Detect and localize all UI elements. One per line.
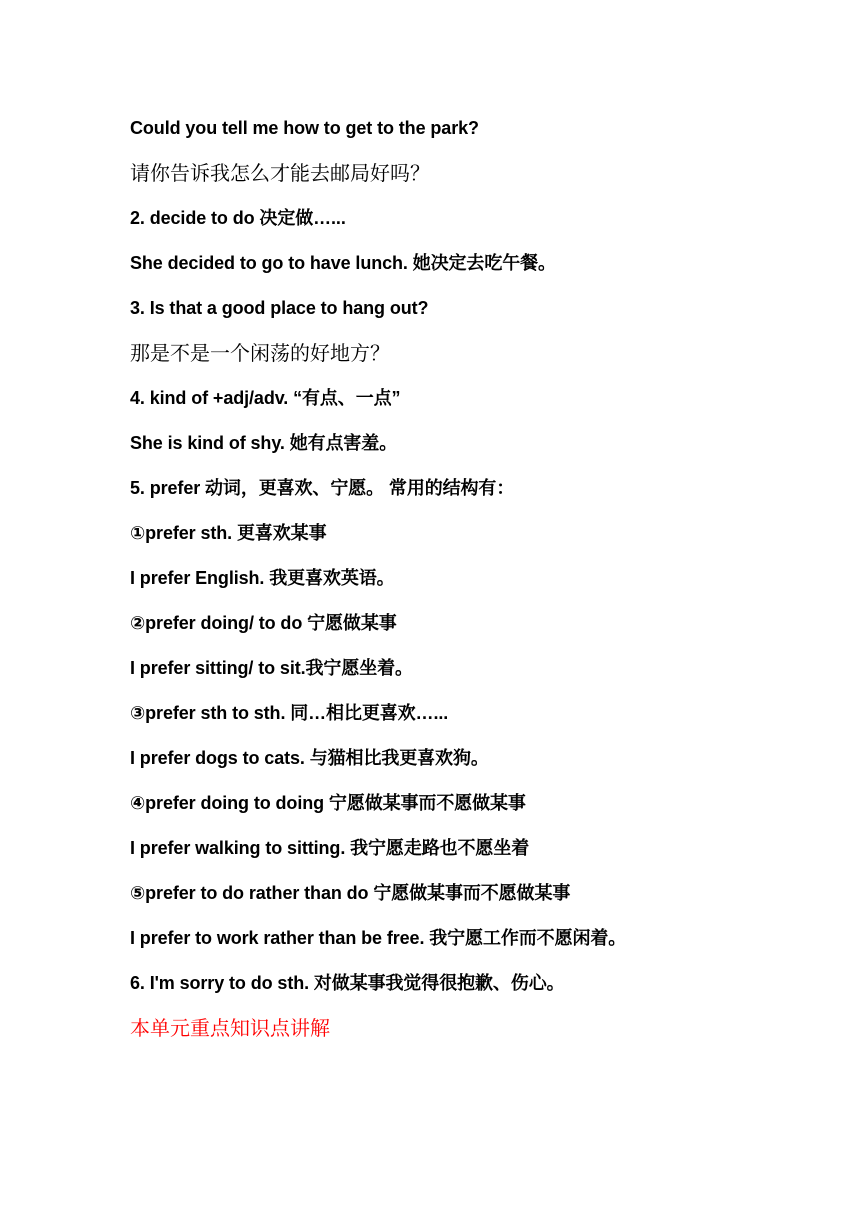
prefer-structure-4: ④prefer doing to doing 宁愿做某事而不愿做某事: [130, 793, 526, 813]
point-4-kind-of: 4. kind of +adj/adv. “有点、一点”: [130, 388, 401, 408]
example-prefer-sitting: I prefer sitting/ to sit.我宁愿坐着。: [130, 658, 413, 678]
example-kind-of-shy: She is kind of shy. 她有点害羞。: [130, 433, 398, 453]
point-6-sorry-to-do: 6. I'm sorry to do sth. 对做某事我觉得很抱歉、伤心。: [130, 973, 565, 993]
translation-hang-out: 那是不是一个闲荡的好地方？: [130, 341, 390, 365]
section-heading-red: 本单元重点知识点讲解: [130, 1016, 330, 1040]
prefer-structure-3: ③prefer sth to sth. 同…相比更喜欢…...: [130, 703, 449, 723]
point-3-hang-out: 3. Is that a good place to hang out?: [130, 298, 429, 318]
document-body: [130, 113, 830, 1058]
example-prefer-work: I prefer to work rather than be free. 我宁愿工作而不愿闲着。: [130, 928, 627, 948]
point-2-decide-to-do: 2. decide to do 决定做…...: [130, 208, 346, 228]
example-prefer-dogs: I prefer dogs to cats. 与猫相比我更喜欢狗。: [130, 748, 489, 768]
point-5-prefer: 5. prefer 动词，更喜欢、宁愿。 常用的结构有：: [130, 478, 515, 498]
example-decided-lunch: She decided to go to have lunch. 她决定去吃午餐。: [130, 253, 556, 273]
translation-post-office: 请你告诉我怎么才能去邮局好吗？: [130, 161, 430, 185]
example-sentence-park: Could you tell me how to get to the park?: [130, 118, 479, 138]
prefer-structure-5: ⑤prefer to do rather than do 宁愿做某事而不愿做某事: [130, 883, 571, 903]
example-prefer-english: I prefer English. 我更喜欢英语。: [130, 568, 395, 588]
example-prefer-walking: I prefer walking to sitting. 我宁愿走路也不愿坐着: [130, 838, 530, 858]
prefer-structure-1: ①prefer sth. 更喜欢某事: [130, 523, 327, 543]
prefer-structure-2: ②prefer doing/ to do 宁愿做某事: [130, 613, 397, 633]
